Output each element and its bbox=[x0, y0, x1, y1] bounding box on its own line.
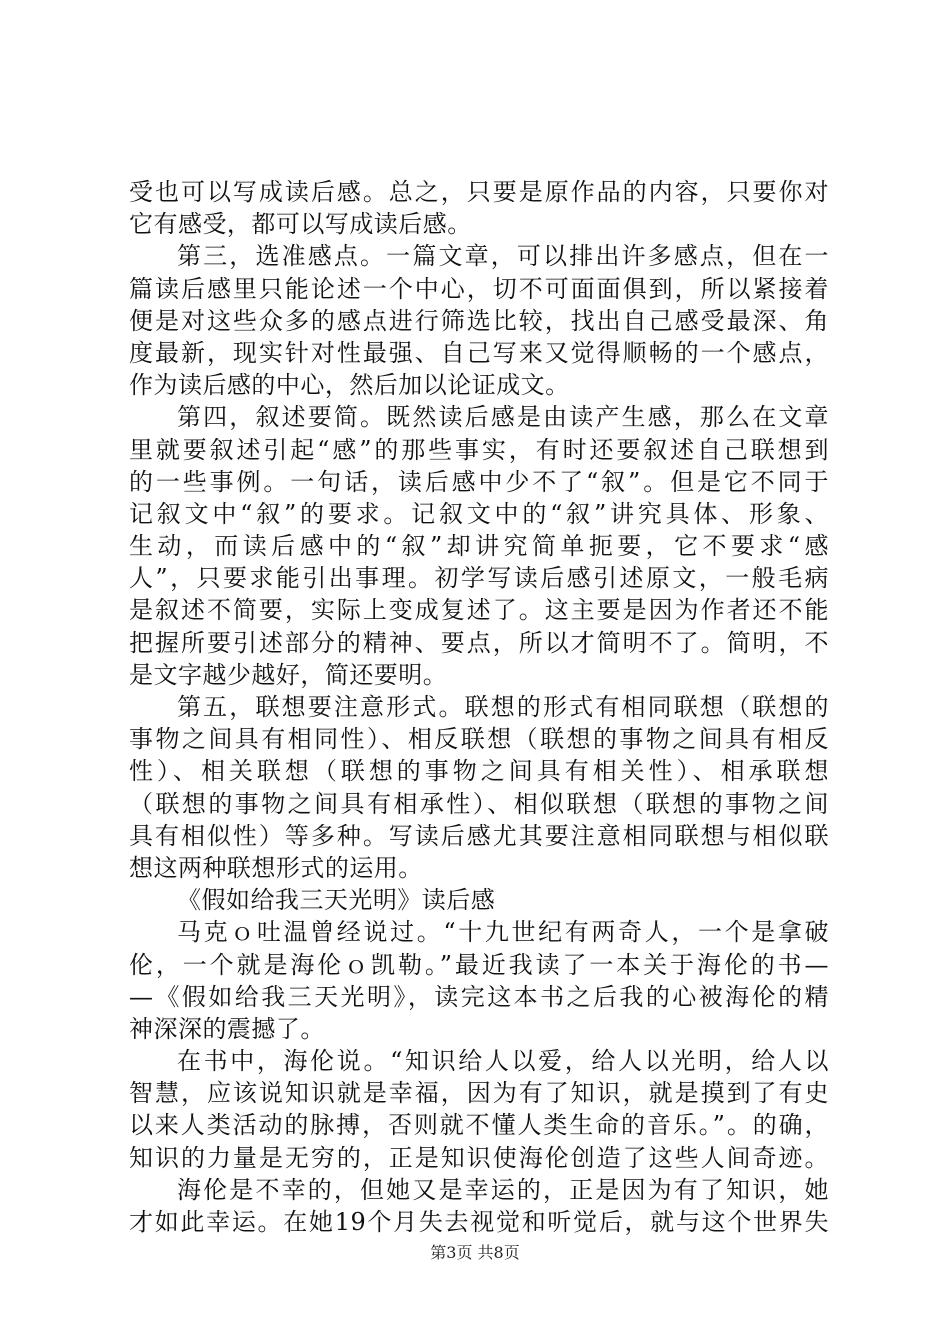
text-line: 神深深的震撼了。 bbox=[129, 1014, 325, 1043]
text-line: 知识的力量是无穷的，正是知识使海伦创造了这些人间奇迹。 bbox=[129, 1143, 829, 1172]
text-line: 度最新，现实针对性最强、自己写来又觉得顺畅的一个感点， bbox=[129, 338, 829, 367]
text-line: 里就要叙述引起“感”的那些事实，有时还要叙述自己联想到 bbox=[129, 435, 829, 464]
body-text bbox=[129, 176, 829, 1238]
text-line: 它有感受，都可以写成读后感。 bbox=[129, 210, 472, 239]
text-line: 智慧，应该说知识就是幸福，因为有了知识，就是摸到了有史 bbox=[129, 1079, 829, 1108]
text-line: 受也可以写成读后感。总之，只要是原作品的内容，只要你对 bbox=[129, 178, 829, 206]
text-line: 海伦是不幸的，但她又是幸运的，正是因为有了知识，她 bbox=[177, 1175, 829, 1204]
text-line: 第五，联想要注意形式。联想的形式有相同联想（联想的 bbox=[177, 693, 829, 721]
text-line: 篇读后感里只能论述一个中心，切不可面面俱到，所以紧接着 bbox=[129, 274, 829, 303]
text-line: 人”，只要求能引出事理。初学写读后感引述原文，一般毛病 bbox=[129, 564, 829, 593]
text-line: 在书中，海伦说。“知识给人以爱，给人以光明，给人以 bbox=[177, 1047, 829, 1076]
page-footer: 第3页 共8页 bbox=[430, 1243, 520, 1262]
text-line: 马克ｏ吐温曾经说过。“十九世纪有两奇人，一个是拿破 bbox=[177, 918, 829, 947]
text-line: （联想的事物之间具有相承性）、相似联想（联想的事物之间 bbox=[129, 789, 829, 818]
text-line: 想这两种联想形式的运用。 bbox=[129, 853, 423, 882]
text-line: 性）、相关联想（联想的事物之间具有相关性）、相承联想 bbox=[129, 757, 829, 786]
text-line: 伦，一个就是海伦ｏ凯勒。”最近我读了一本关于海伦的书— bbox=[129, 950, 829, 979]
text-line: 作为读后感的中心，然后加以论证成文。 bbox=[129, 371, 570, 400]
section-title: 《假如给我三天光明》读后感 bbox=[177, 886, 496, 915]
text-line: 记叙文中“叙”的要求。记叙文中的“叙”讲究具体、形象、 bbox=[129, 499, 829, 528]
text-line: —《假如给我三天光明》，读完这本书之后我的心被海伦的精 bbox=[129, 982, 829, 1011]
text-line: 是叙述不简要，实际上变成复述了。这主要是因为作者还不能 bbox=[129, 596, 829, 625]
text-line: 便是对这些众多的感点进行筛选比较，找出自己感受最深、角 bbox=[129, 306, 829, 335]
text-line: 才如此幸运。在她19个月失去视觉和听觉后，就与这个世界失 bbox=[129, 1208, 829, 1236]
text-line: 事物之间具有相同性）、相反联想（联想的事物之间具有相反 bbox=[129, 725, 829, 754]
text-line: 生动，而读后感中的“叙”却讲究简单扼要，它不要求“感 bbox=[129, 532, 829, 561]
text-line: 是文字越少越好，简还要明。 bbox=[129, 660, 448, 689]
text-line: 以来人类活动的脉搏，否则就不懂人类生命的音乐。”。的确， bbox=[129, 1111, 829, 1140]
text-line: 把握所要引述部分的精神、要点，所以才简明不了。简明，不 bbox=[129, 628, 829, 657]
text-line: 第三，选准感点。一篇文章，可以排出许多感点，但在一 bbox=[177, 242, 829, 271]
text-line: 具有相似性）等多种。写读后感尤其要注意相同联想与相似联 bbox=[129, 821, 829, 850]
text-line: 的一些事例。一句话，读后感中少不了“叙”。但是它不同于 bbox=[129, 467, 829, 496]
text-line: 第四，叙述要简。既然读后感是由读产生感，那么在文章 bbox=[177, 403, 829, 432]
